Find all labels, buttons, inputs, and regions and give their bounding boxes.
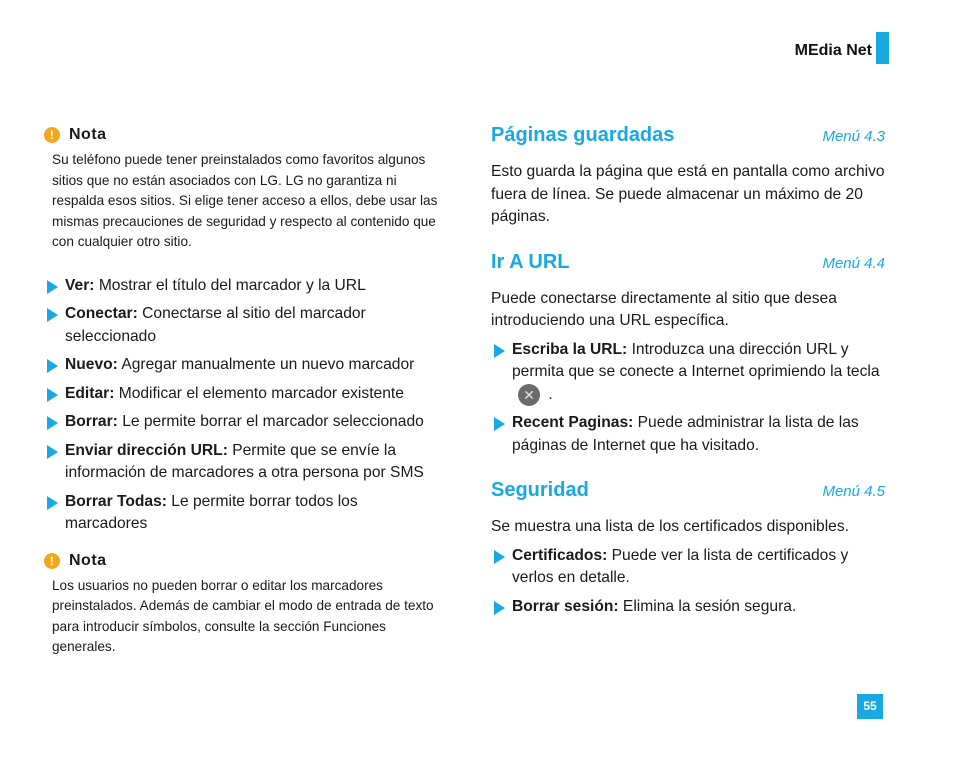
item-label: Enviar dirección URL: <box>65 441 228 459</box>
item-label: Nuevo: <box>65 356 118 373</box>
list-item <box>491 339 891 407</box>
triangle-right-icon <box>47 445 58 459</box>
header-title: MEdia Net <box>794 42 872 59</box>
item-text: Modificar el elemento marcador existente <box>114 384 404 402</box>
item-label: Editar: <box>65 384 115 402</box>
triangle-right-icon <box>494 417 505 431</box>
list-item <box>491 545 891 590</box>
list-item <box>44 303 444 348</box>
triangle-right-icon <box>494 601 505 615</box>
menu-number: Menú 4.4 <box>822 254 885 272</box>
item-label: Borrar: <box>65 413 118 430</box>
triangle-right-icon <box>47 308 58 322</box>
note-label: Nota <box>69 126 107 143</box>
item-label: Certificados: <box>512 546 608 564</box>
section-go-to-url <box>491 251 891 458</box>
section-text: Puede conectarse directamente al sitio que desea introduciendo una URL específica. <box>491 289 837 329</box>
note-label: Nota <box>69 551 107 569</box>
list-item <box>44 354 444 377</box>
triangle-right-icon <box>47 388 58 402</box>
item-label: Borrar Todas: <box>65 492 167 510</box>
item-text: Mostrar el título del marcador y la URL <box>94 276 366 294</box>
triangle-right-icon <box>494 550 505 564</box>
triangle-right-icon <box>47 280 58 294</box>
exclamation-icon: ! <box>44 127 60 143</box>
item-text: Le permite borrar el marcador seleccionado <box>117 413 424 430</box>
list-item <box>491 412 891 457</box>
section-title: Páginas guardadas <box>491 124 675 146</box>
note-heading <box>44 126 444 144</box>
section-security <box>491 479 891 618</box>
section-title: Seguridad <box>491 479 589 502</box>
item-label: Recent Paginas: <box>512 414 634 432</box>
left-column <box>44 126 444 658</box>
triangle-right-icon <box>47 416 58 430</box>
list-item <box>44 491 444 536</box>
item-text: Puede ver la lista de certificados y verlos en detalle. <box>512 546 849 587</box>
note-text: Los usuarios no pueden borrar o editar los marcadores preinstalados. Además de cambiar el modo de entrada de texto para introducir símbolos, consulte la sección Funciones generales. <box>52 577 434 654</box>
item-text: . <box>544 385 553 403</box>
triangle-right-icon <box>494 344 505 358</box>
section-title: Ir A URL <box>491 250 570 273</box>
exclamation-icon: ! <box>44 553 60 569</box>
note-heading <box>44 552 444 570</box>
note-text: Su teléfono puede tener preinstalados como favoritos algunos sitios que no están asociados con LG. LG no garantiza ni respalda esos sitios. Si elige tener acceso a ellos, debe usar las mismas precauciones de seguridad y respecto al contenido que con cualquier otro sitio. <box>52 152 438 249</box>
item-text: Agregar manualmente un nuevo marcador <box>117 356 415 373</box>
page-number: 55 <box>857 694 883 719</box>
item-label: Borrar sesión: <box>512 597 619 615</box>
item-text: Le permite borrar todos los marcadores <box>65 492 358 532</box>
item-label: Ver: <box>65 276 95 294</box>
menu-number: Menú 4.5 <box>822 483 885 501</box>
list-item <box>44 440 444 485</box>
section-saved-pages <box>491 124 891 229</box>
item-text: Introduzca una dirección URL y permita que se conecte a Internet oprimiendo la tecla <box>512 340 880 380</box>
header-tab <box>876 32 889 64</box>
item-text: Conectarse al sitio del marcador seleccionado <box>65 305 366 345</box>
list-item <box>491 596 891 619</box>
item-label: Escriba la URL: <box>512 340 628 358</box>
triangle-right-icon <box>47 359 58 373</box>
item-text: Puede administrar la lista de las páginas de Internet que ha visitado. <box>512 414 859 454</box>
item-text: Elimina la sesión segura. <box>618 597 797 615</box>
section-text: Se muestra una lista de los certificados disponibles. <box>491 518 849 536</box>
list-item <box>44 411 444 434</box>
item-text: Permite que se envíe la información de marcadores a otra persona por SMS <box>65 441 424 481</box>
item-label: Conectar: <box>65 305 138 322</box>
clear-key-icon: ✕ <box>518 384 540 406</box>
triangle-right-icon <box>47 496 58 510</box>
section-text: Esto guarda la página que está en pantalla como archivo fuera de línea. Se puede almacenar un máximo de 20 páginas. <box>491 163 885 225</box>
menu-number: Menú 4.3 <box>822 128 885 145</box>
list-item <box>44 275 444 298</box>
list-item <box>44 383 444 406</box>
right-column <box>491 124 891 640</box>
bookmark-options-list <box>44 275 444 536</box>
